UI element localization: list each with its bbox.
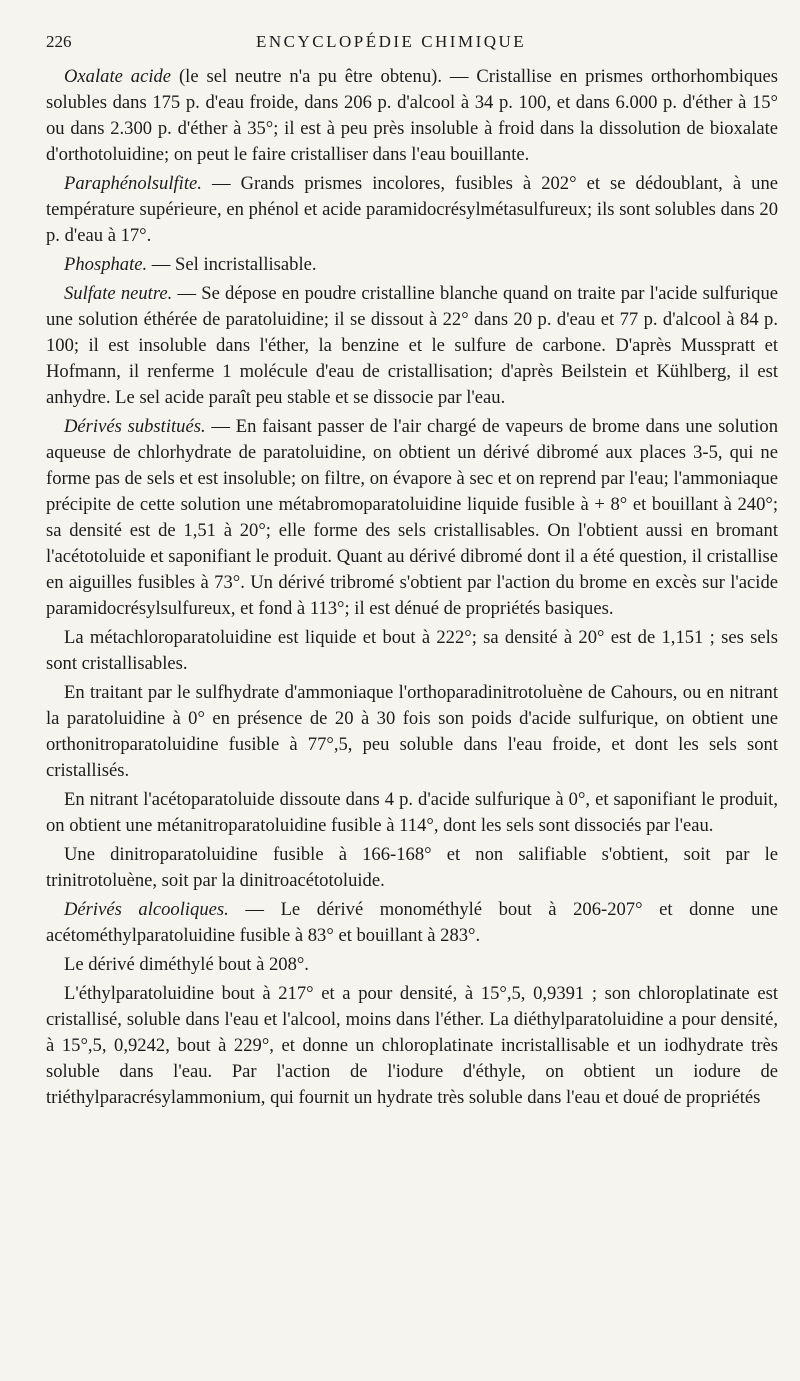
paragraph-lead: Sulfate neutre.: [64, 283, 173, 304]
paragraph-text: La métachloroparatoluidine est liquide et bout à 222°; sa densité à 20° est de 1,151 ; ses sels sont cristallisables.: [46, 627, 778, 674]
paragraph-text: (le sel neutre n'a pu être obtenu). — Cristallise en prismes orthorhombiques solubles dans 175 p. d'eau froide, dans 206 p. d'alcool à 34 p. 100, et dans 6.000 p. d'éther à 15° ou dans 2.300 p. d'éther à 35°; il est à peu près insoluble à froid dans la dissolution de bioxalate d'orthotoluidine; on peut le faire cristalliser dans l'eau bouillante.: [46, 66, 778, 165]
page-header: [46, 32, 778, 52]
paragraph-lead: Phosphate.: [64, 254, 148, 275]
paragraph-sulfate-neutre: [46, 281, 778, 411]
paragraph-text: — Le dérivé monométhylé bout à 206-207° et donne une acétométhylparatoluidine fusible à 83° et bouillant à 283°.: [46, 899, 778, 946]
paragraph-lead: Dérivés alcooliques.: [64, 899, 229, 920]
running-head: ENCYCLOPÉDIE CHIMIQUE: [256, 32, 527, 51]
paragraph-oxalate-acide: [46, 64, 778, 168]
paragraph-text: En nitrant l'acétoparatoluide dissoute dans 4 p. d'acide sulfurique à 0°, et saponifiant le produit, on obtient une métanitroparatoluidine fusible à 114°, dont les sels sont dissociés par l'eau.: [46, 789, 778, 836]
paragraph-paraphenolsulfite: [46, 171, 778, 249]
paragraph-lead: Paraphénolsulfite.: [64, 173, 202, 194]
paragraph-lead: Oxalate acide: [64, 66, 172, 87]
paragraph-text: — En faisant passer de l'air chargé de vapeurs de brome dans une solution aqueuse de chlorhydrate de paratoluidine, on obtient un dérivé dibromé aux places 3-5, qui ne forme pas de sels et est insoluble; on filtre, on évapore à sec et on reprend par l'eau; l'ammoniaque précipite de cette solution une métabromoparatoluidine liquide fusible à + 8° et bouillant à 240°; sa densité est de 1,51 à 20°; elle forme des sels cristallisables. On l'obtient aussi en bromant l'acétotoluide et saponifiant le produit. Quant au dérivé dibromé dont il a été question, il cristallise en aiguilles fusibles à 73°. Un dérivé tribromé s'obtient par l'action du brome en excès sur l'acide paramidocrésylsulfureux, et fond à 113°; il est dénué de propriétés basiques.: [46, 416, 778, 619]
paragraph-dinitroparatoluidine: [46, 842, 778, 894]
paragraph-metanitroparatoluidine: [46, 787, 778, 839]
paragraph-derives-alcooliques: [46, 897, 778, 949]
page-body: [46, 64, 778, 1111]
paragraph-text: Une dinitroparatoluidine fusible à 166-168° et non salifiable s'obtient, soit par le trinitrotoluène, soit par la dinitroacétotoluide.: [46, 844, 778, 891]
paragraph-metachloroparatoluidine: [46, 625, 778, 677]
paragraph-ethylparatoluidine: [46, 981, 778, 1111]
paragraph-text: — Se dépose en poudre cristalline blanche quand on traite par l'acide sulfurique une solution éthérée de paratoluidine; il se dissout à 22° dans 20 p. d'eau et 77 p. d'alcool à 84 p. 100; il est insoluble dans l'éther, la benzine et le sulfure de carbone. D'après Musspratt et Hofmann, il renferme 1 molécule d'eau de cristallisation; d'après Beilstein et Kühlberg, il est anhydre. Le sel acide paraît peu stable et se dissocie par l'eau.: [46, 283, 778, 408]
paragraph-derive-dimethyle: [46, 952, 778, 978]
page-number: 226: [46, 32, 72, 51]
paragraph-text: — Sel incristallisable.: [147, 254, 317, 275]
paragraph-text: L'éthylparatoluidine bout à 217° et a pour densité, à 15°,5, 0,9391 ; son chloroplatinate est cristallisé, soluble dans l'eau et l'alcool, moins dans l'éther. La diéthylparatoluidine a pour densité, à 15°,5, 0,9242, bout à 229°, et donne un chloroplatinate incristallisable et un iodhydrate très soluble dans l'eau. Par l'action de l'iodure d'éthyle, on obtient un iodure de triéthylparacrésylammonium, qui fournit un hydrate très soluble dans l'eau et doué de propriétés: [46, 983, 778, 1108]
paragraph-lead: Dérivés substitués.: [64, 416, 206, 437]
paragraph-phosphate: [46, 252, 778, 278]
paragraph-text: En traitant par le sulfhydrate d'ammoniaque l'orthoparadinitrotoluène de Cahours, ou en nitrant la paratoluidine à 0° en présence de 20 à 30 fois son poids d'acide sulfurique, on obtient une orthonitroparatoluidine fusible à 77°,5, peu soluble dans l'eau froide, et dont les sels sont cristallisés.: [46, 682, 778, 781]
paragraph-orthonitroparatoluidine: [46, 680, 778, 784]
paragraph-derives-substitues: [46, 414, 778, 622]
paragraph-text: — Grands prismes incolores, fusibles à 202° et se dédoublant, à une température supérieure, en phénol et acide paramidocrésylmétasulfureux; ils sont solubles dans 20 p. d'eau à 17°.: [46, 173, 778, 246]
paragraph-text: Le dérivé diméthylé bout à 208°.: [64, 954, 309, 975]
